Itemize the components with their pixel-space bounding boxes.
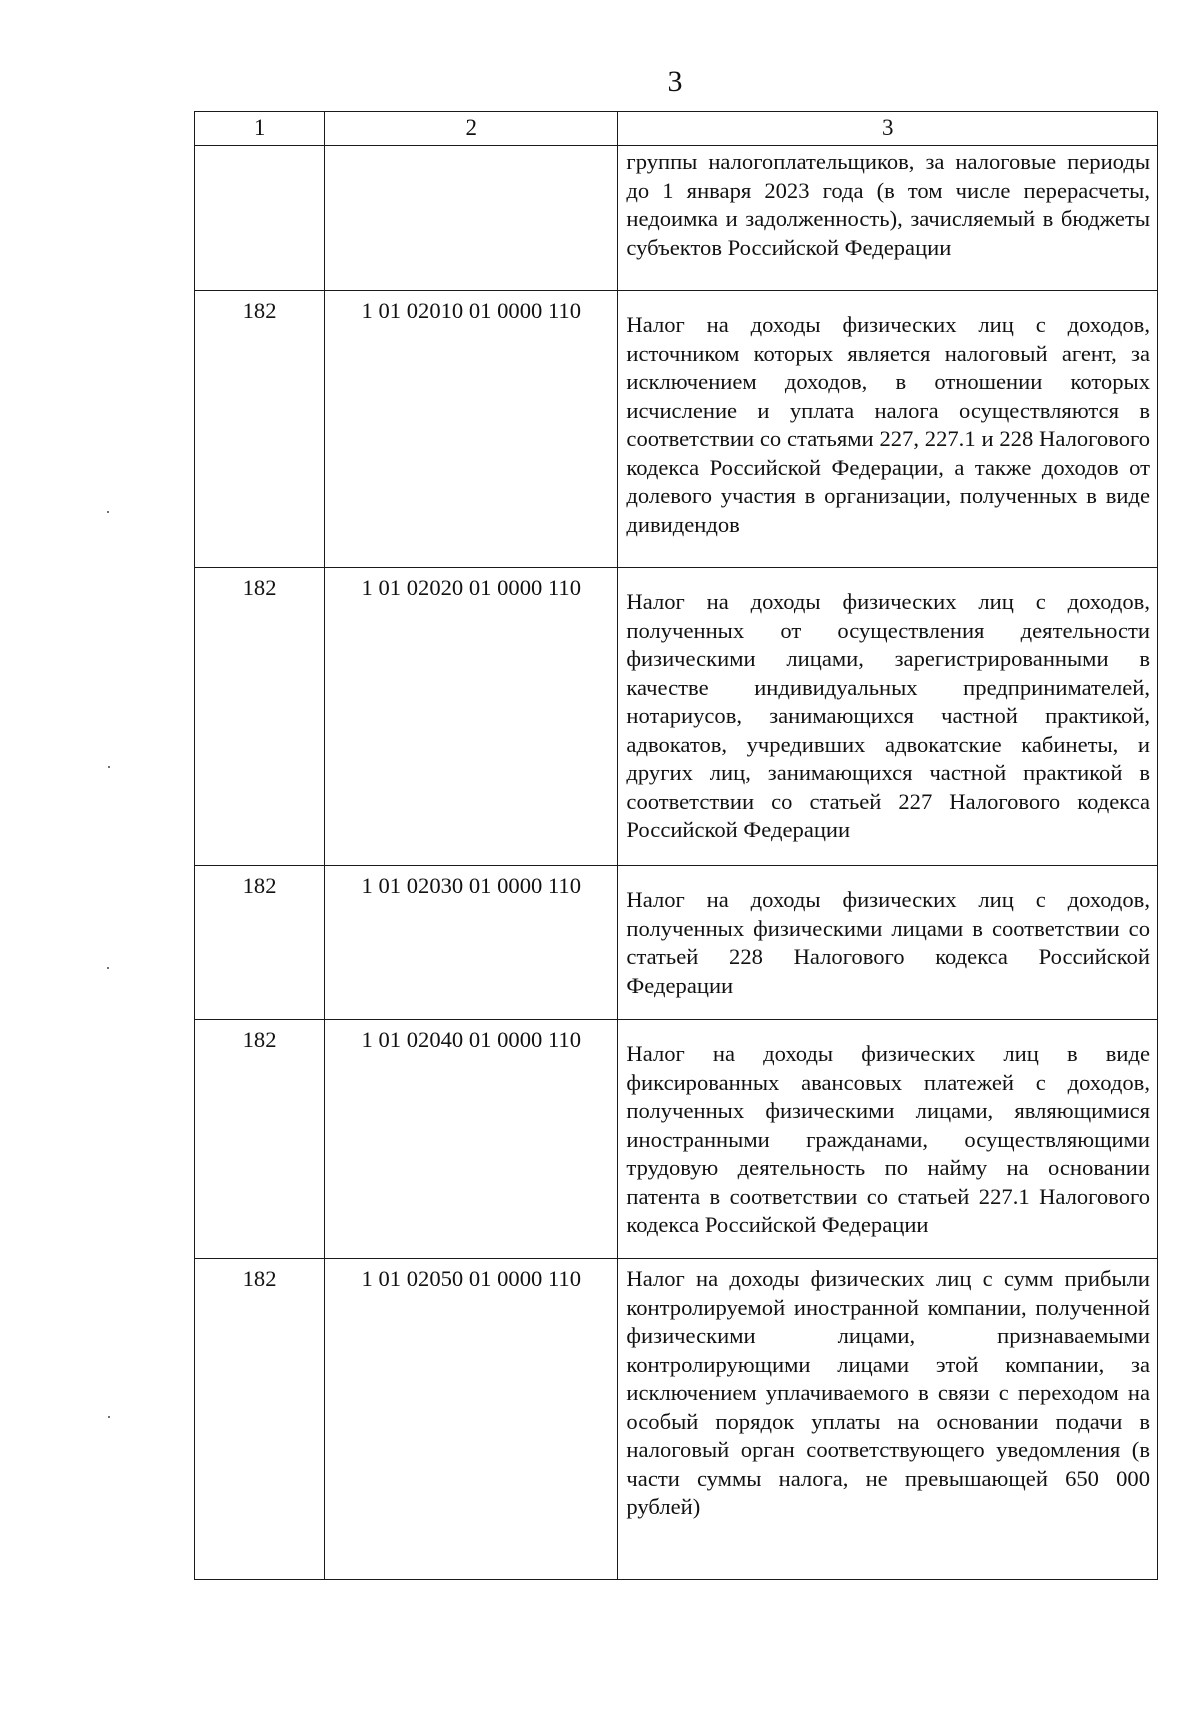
table-header-row (195, 112, 1158, 146)
description-cell (618, 146, 1158, 291)
description-cell (618, 568, 1158, 866)
budget-code-cell: 1 01 02030 01 0000 110 (325, 866, 618, 1020)
header-col-1: 1 (195, 112, 325, 146)
scan-speck (107, 967, 109, 969)
admin-code-cell (195, 146, 325, 291)
budget-code-cell: 1 01 02010 01 0000 110 (325, 291, 618, 568)
admin-code-cell: 182 (195, 568, 325, 866)
description-cell (618, 291, 1158, 568)
budget-code-cell: 1 01 02040 01 0000 110 (325, 1020, 618, 1259)
header-col-3: 3 (618, 112, 1158, 146)
description-text: группы налогоплательщиков, за налоговые периоды до 1 января 2023 года (в том числе перерасчеты, недоимка и задолженность), зачисляемый в бюджеты субъектов Российской Федерации (626, 149, 1150, 260)
description-cell (618, 1259, 1158, 1580)
scan-speck (108, 1416, 110, 1418)
admin-code-cell: 182 (195, 1259, 325, 1580)
table-row (195, 291, 1158, 568)
budget-code-cell: 1 01 02020 01 0000 110 (325, 568, 618, 866)
description-text: Налог на доходы физических лиц с доходов, источником которых является налоговый агент, за исключением доходов, в отношении которых исчисление и уплата налога осуществляются в соответствии со статьями 227, 227.1 и 228 Налогового кодекса Российской Федерации, а также доходов от долевого участия в организации, полученных в виде дивидендов (626, 312, 1150, 537)
admin-code-cell: 182 (195, 1020, 325, 1259)
description-cell (618, 866, 1158, 1020)
table-row (195, 1020, 1158, 1259)
admin-code-cell: 182 (195, 866, 325, 1020)
description-cell (618, 1020, 1158, 1259)
table-row (195, 146, 1158, 291)
table-row (195, 866, 1158, 1020)
table-row (195, 568, 1158, 866)
description-text: Налог на доходы физических лиц с сумм прибыли контролируемой иностранной компании, полученной физическими лицами, признаваемыми контролирующими лицами этой компании, за исключением уплачиваемого в связи с переходом на особый порядок уплаты на основании подачи в налоговый орган соответствующего уведомления (в части суммы налога, не превышающей 650 000 рублей) (626, 1266, 1150, 1519)
page-number: 3 (667, 65, 683, 98)
header-col-2: 2 (325, 112, 618, 146)
budget-code-cell: 1 01 02050 01 0000 110 (325, 1259, 618, 1580)
scan-speck (108, 766, 110, 768)
admin-code-cell: 182 (195, 291, 325, 568)
scan-speck (107, 511, 109, 513)
budget-codes-table (194, 111, 1158, 1580)
description-text: Налог на доходы физических лиц в виде фиксированных авансовых платежей с доходов, полученных физическими лицами, являющимися иностранными гражданами, осуществляющими трудовую деятельность по найму на основании патента в соответствии со статьей 227.1 Налогового кодекса Российской Федерации (626, 1041, 1150, 1237)
table-row (195, 1259, 1158, 1580)
description-text: Налог на доходы физических лиц с доходов, полученных от осуществления деятельности физическими лицами, зарегистрированными в качестве индивидуальных предпринимателей, нотариусов, занимающихся частной практикой, адвокатов, учредивших адвокатские кабинеты, и других лиц, занимающихся частной практикой в соответствии со статьей 227 Налогового кодекса Российской Федерации (626, 589, 1150, 842)
description-text: Налог на доходы физических лиц с доходов, полученных физическими лицами в соответствии со статьей 228 Налогового кодекса Российской Федерации (626, 887, 1150, 998)
budget-code-cell (325, 146, 618, 291)
